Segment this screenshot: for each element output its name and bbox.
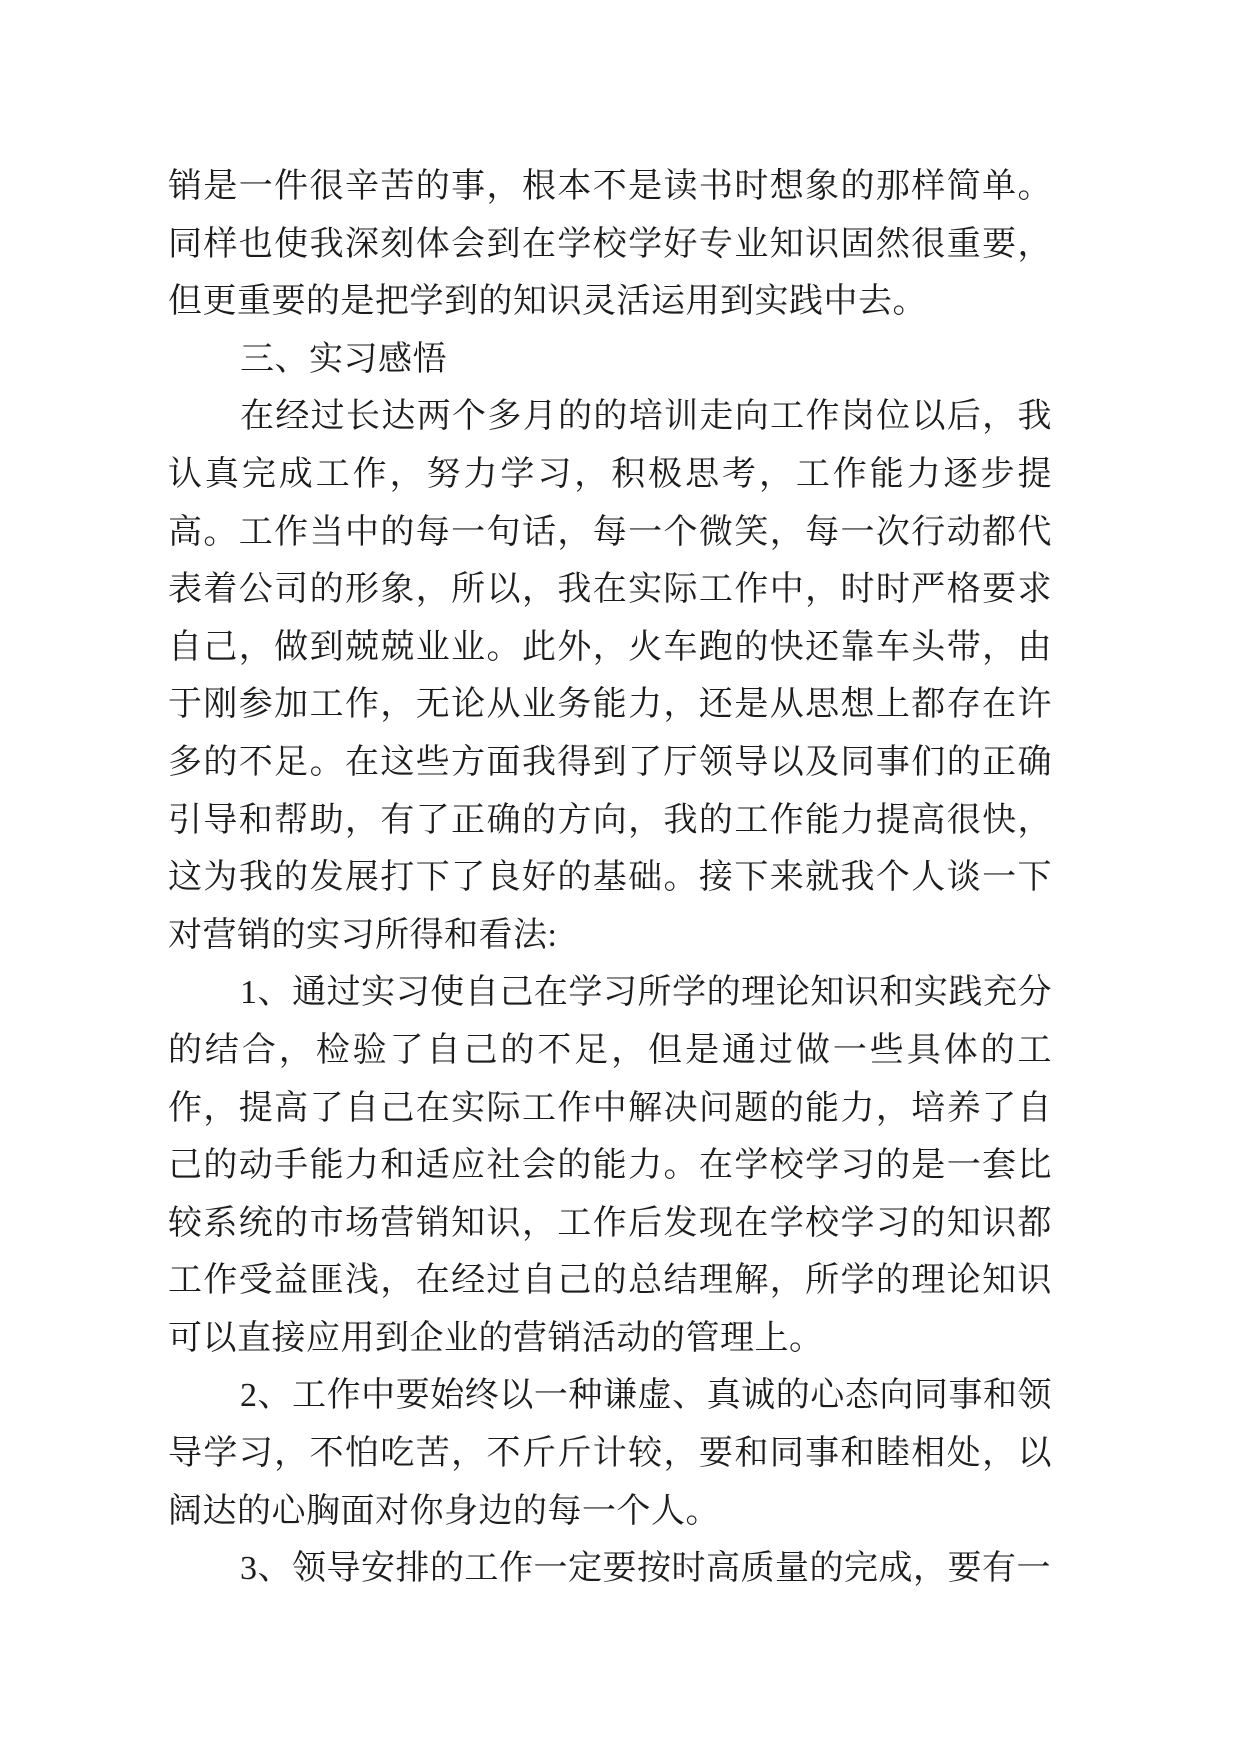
paragraph-point-3: 3、领导安排的工作一定要按时高质量的完成，要有一 — [240, 1550, 1051, 1588]
section-heading-internship-reflection: 三、实习感悟 — [240, 340, 447, 378]
paragraph-reflection: 在经过长达两个多月的的培训走向工作岗位以后，我认真完成工作，努力学习，积极思考，工作能力逐步提高。工作当中的每一句话，每一个微笑，每一次行动都代表着公司的形象，所以，我在实际工作中，时时严格要求自己，做到兢兢业业。此外，火车跑的快还靠车头带，由于刚参加工作，无论从业务能力，还是从思想上都存在许多的不足。在这些方面我得到了厅领导以及同事们的正确引导和帮助，有了正确的方向，我的工作能力提高很快，这为我的发展打下了良好的基础。接下来就我个人谈一下对营销的实习所得和看法: — [168, 398, 1052, 954]
document-body — [168, 158, 1052, 1598]
paragraph-continuation: 销是一件很辛苦的事，根本不是读书时想象的那样简单。同样也使我深刻体会到在学校学好专业知识固然很重要，但更重要的是把学到的知识灵活运用到实践中去。 — [168, 168, 1052, 321]
paragraph-point-1: 1、通过实习使自己在学习所学的理论知识和实践充分的结合，检验了自己的不足，但是通过做一些具体的工作，提高了自己在实际工作中解决问题的能力，培养了自己的动手能力和适应社会的能力。在学校学习的是一套比较系统的市场营销知识，工作后发现在学校学习的知识都工作受益匪浅，在经过自己的总结理解，所学的理论知识可以直接应用到企业的营销活动的管理上。 — [168, 974, 1052, 1357]
paragraph-point-2: 2、工作中要始终以一种谦虚、真诚的心态向同事和领导学习，不怕吃苦，不斤斤计较，要和同事和睦相处，以阔达的心胸面对你身边的每一个人。 — [168, 1377, 1052, 1530]
